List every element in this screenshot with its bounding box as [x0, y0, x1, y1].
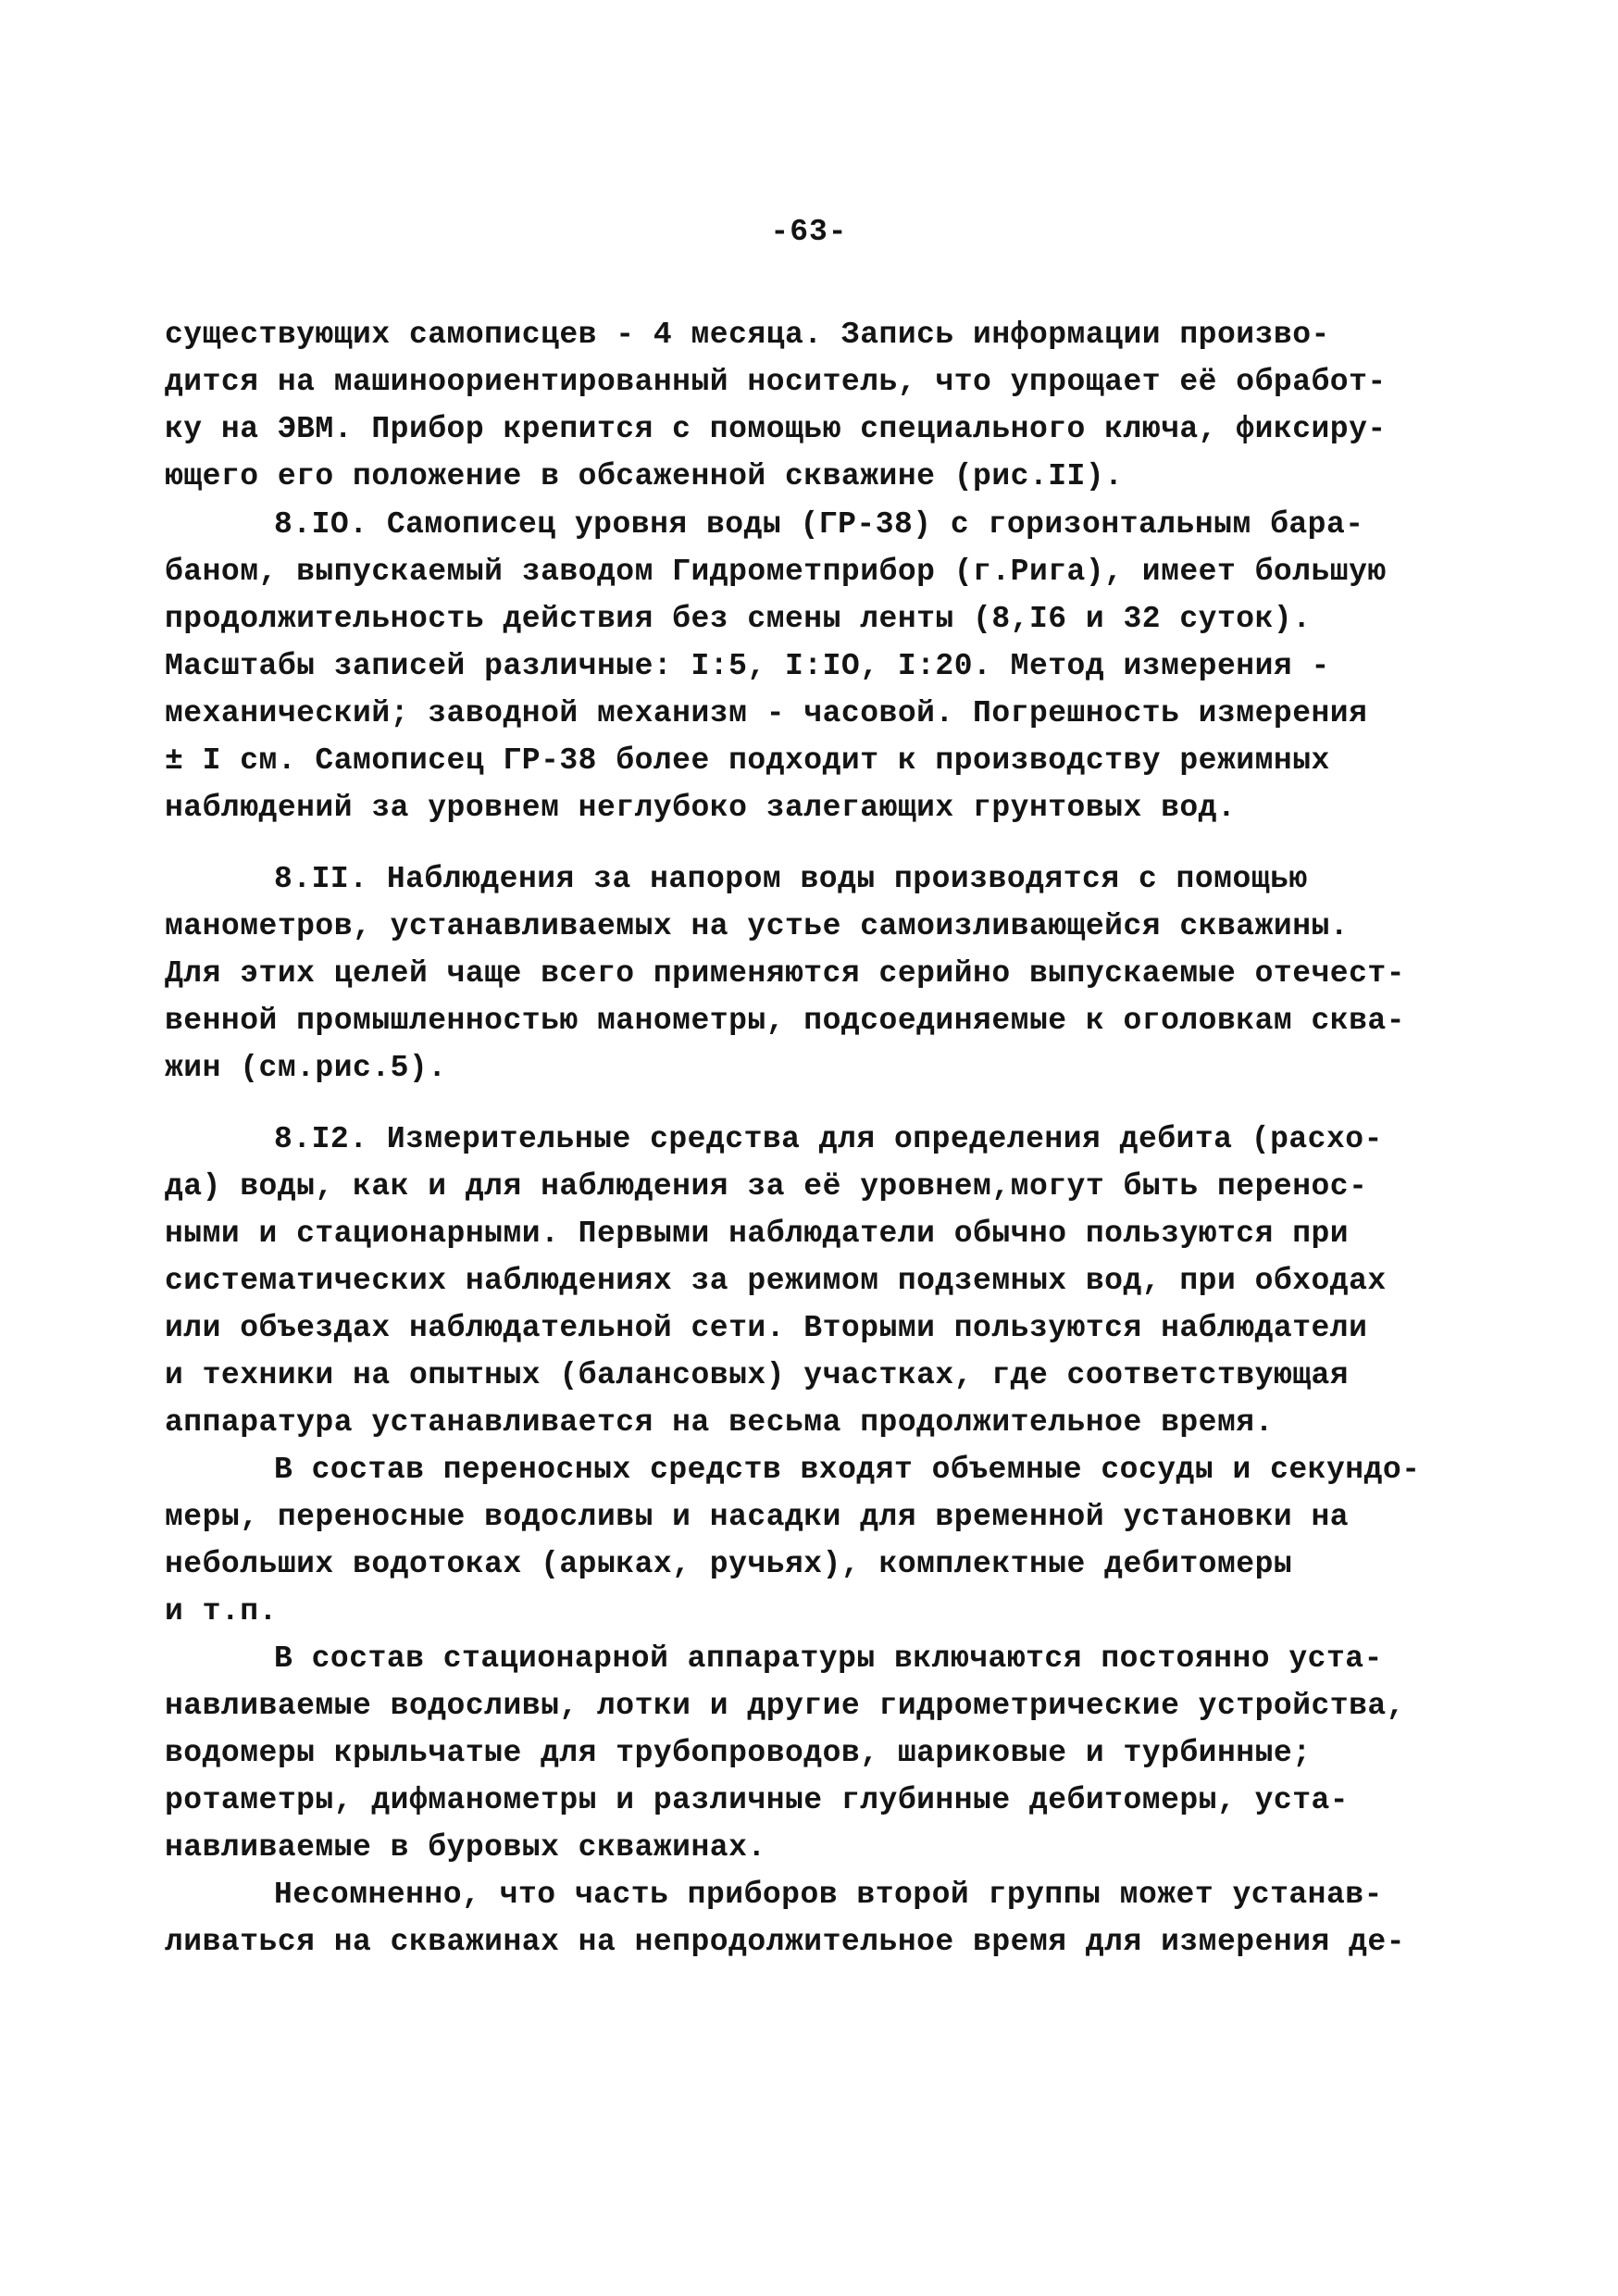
text-line: ку на ЭВМ. Прибор крепится с помощью специального ключа, фиксиру-: [165, 412, 1387, 446]
text-line: жин (см.рис.5).: [165, 1051, 447, 1085]
text-line: Масштабы записей различные: I:5, I:IO, I:20. Метод измерения -: [165, 649, 1330, 683]
text-line: и техники на опытных (балансовых) участках, где соответствующая: [165, 1358, 1350, 1392]
paragraph-portable-start: В состав переносных средств входят объемные сосуды и секундо-: [274, 1453, 1421, 1487]
text-line: ющего его положение в обсаженной скважине (рис.II).: [165, 459, 1124, 493]
text-line: навливаемые водосливы, лотки и другие гидрометрические устройства,: [165, 1689, 1406, 1723]
text-line: механический; заводной механизм - часовой. Погрешность измерения: [165, 696, 1368, 730]
page-number: -63-: [770, 215, 848, 249]
text-line: Для этих целей чаще всего применяются серийно выпускаемые отечест-: [165, 956, 1406, 991]
text-line: ными и стационарными. Первыми наблюдатели обычно пользуются при: [165, 1217, 1350, 1251]
text-line: водомеры крыльчатые для трубопроводов, шариковые и турбинные;: [165, 1736, 1312, 1770]
text-line: ливаться на скважинах на непродолжительное время для измерения де-: [165, 1925, 1406, 1959]
text-line: продолжительность действия без смены ленты (8,I6 и 32 суток).: [165, 602, 1312, 636]
text-line: да) воды, как и для наблюдения за её уровнем,могут быть перенос-: [165, 1169, 1368, 1204]
paragraph-8-12-start: 8.I2. Измерительные средства для определения дебита (расхо-: [274, 1122, 1383, 1156]
text-line: дится на машиноориентированный носитель, что упрощает её обработ-: [165, 365, 1387, 399]
text-line: навливаемые в буровых скважинах.: [165, 1830, 766, 1865]
text-line: меры, переносные водосливы и насадки для временной установки на: [165, 1500, 1350, 1534]
text-line: ротаметры, дифманометры и различные глубинные дебитомеры, уста-: [165, 1783, 1350, 1817]
paragraph-8-11-start: 8.II. Наблюдения за напором воды производятся с помощью: [274, 862, 1308, 896]
paragraph-undoubtedly-start: Несомненно, что часть приборов второй группы может устанав-: [274, 1878, 1383, 1912]
text-line: небольших водотоках (арыках, ручьях), комплектные дебитомеры: [165, 1547, 1293, 1581]
text-line: аппаратура устанавливается на весьма продолжительное время.: [165, 1405, 1274, 1440]
text-line: наблюдений за уровнем неглубоко залегающих грунтовых вод.: [165, 791, 1237, 825]
text-line: ± I см. Самописец ГР-38 более подходит к производству режимных: [165, 743, 1330, 778]
text-line: манометров, устанавливаемых на устье самоизливающейся скважины.: [165, 909, 1350, 943]
text-line: и т.п.: [165, 1594, 278, 1628]
text-line: венной промышленностью манометры, подсоединяемые к оголовкам сква-: [165, 1004, 1406, 1038]
text-line: систематических наблюдениях за режимом подземных вод, при обходах: [165, 1264, 1387, 1298]
paragraph-8-10-start: 8.IO. Самописец уровня воды (ГР-38) с горизонтальным бара-: [274, 507, 1364, 542]
text-line: или объездах наблюдательной сети. Вторыми пользуются наблюдатели: [165, 1311, 1368, 1345]
text-line: существующих самописцев - 4 месяца. Запись информации произво-: [165, 318, 1330, 352]
text-line: баном, выпускаемый заводом Гидрометприбор (г.Рига), имеет большую: [165, 555, 1387, 589]
paragraph-stationary-start: В состав стационарной аппаратуры включаются постоянно уста-: [274, 1641, 1383, 1676]
